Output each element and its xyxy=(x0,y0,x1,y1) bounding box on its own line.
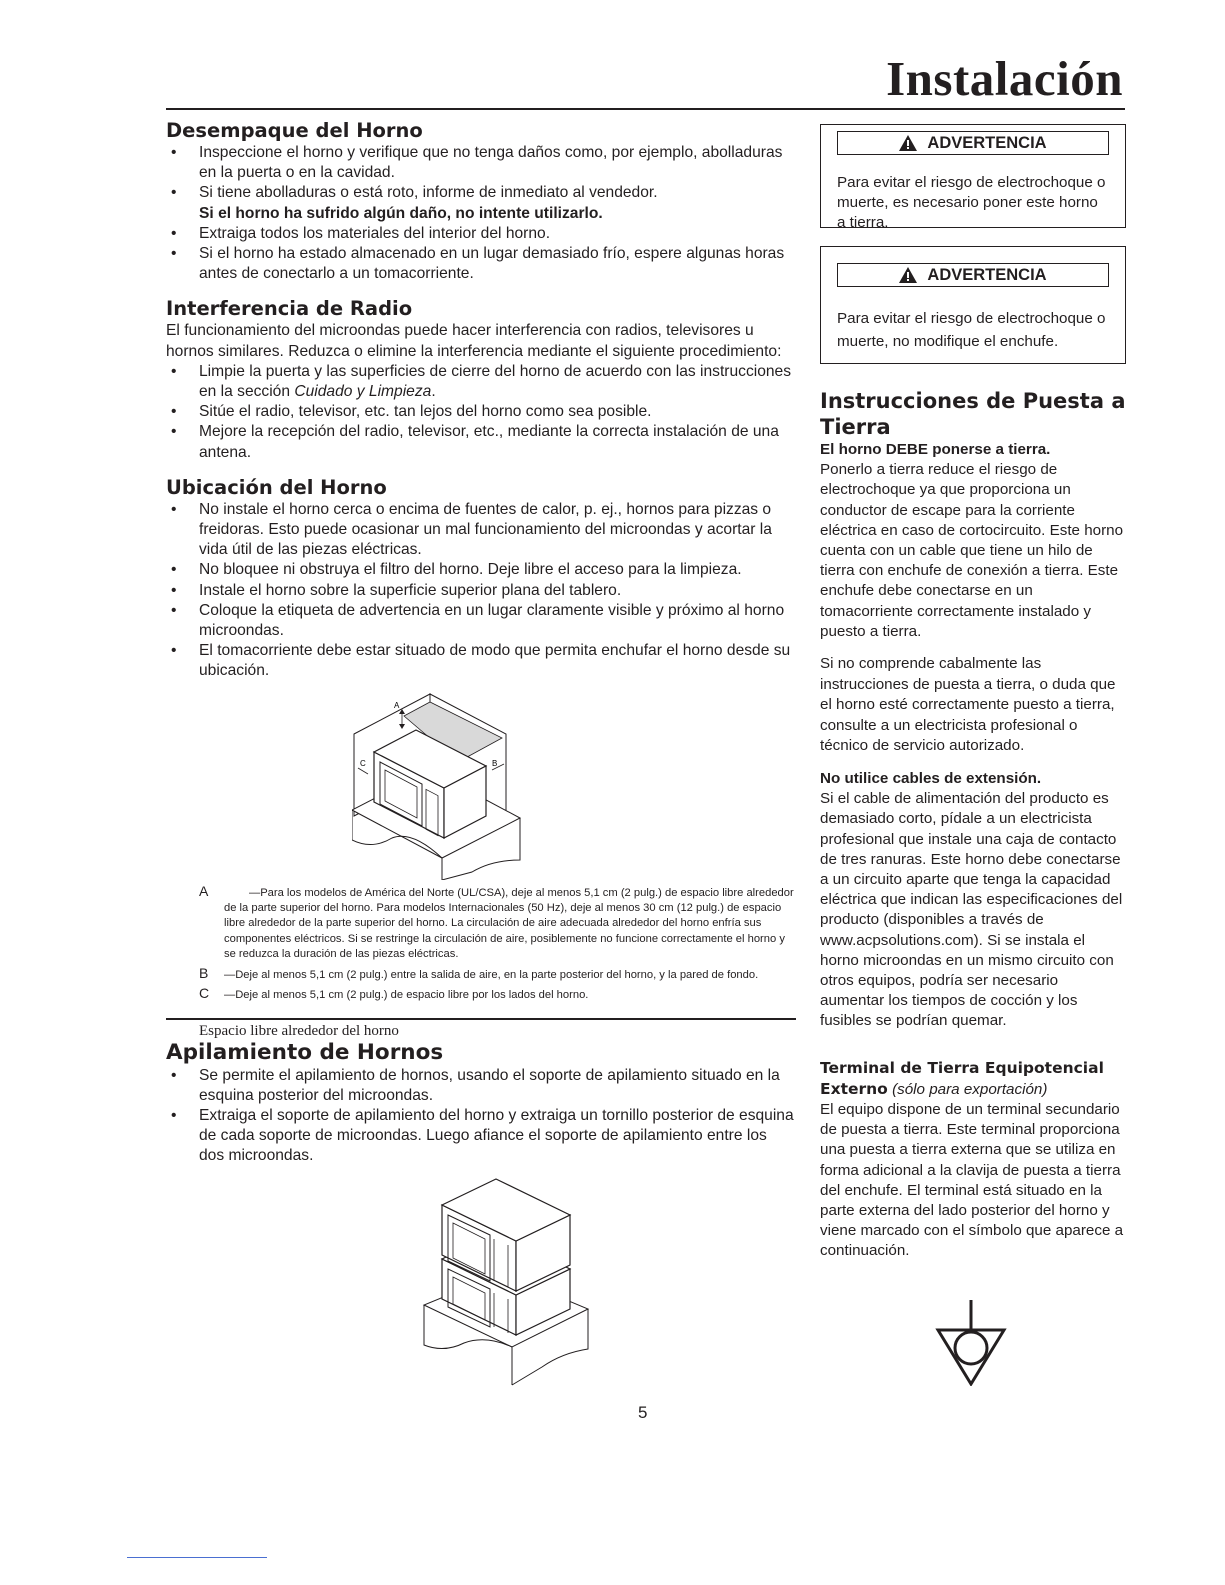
list-item: • Si el horno ha estado almacenado en un lugar demasiado frío, espere algunas horas antes de conectarlo a un tomacorriente. xyxy=(166,244,796,284)
warning-header xyxy=(837,131,1109,155)
right-column xyxy=(820,124,1126,1386)
list-item: • Se permite el apilamiento de hornos, usando el soporte de apilamiento situado en la esquina posterior del microondas. xyxy=(166,1066,796,1106)
stacking-heading: Apilamiento de Hornos xyxy=(166,1039,444,1065)
clearance-notes xyxy=(199,882,796,1004)
list-item: • Inspeccione el horno y verifique que no tenga daños como, por ejemplo, abolladuras en la puerta o en la cavidad. xyxy=(166,143,796,183)
terminal-heading: Terminal de Tierra Equipotencial Externo xyxy=(820,1058,1104,1098)
note-text: —Para los modelos de América del Norte (UL/CSA), deje al menos 5,1 cm (2 pulg.) de espacio libre alrededor de la parte superior del horno. Para modelos Internacionales (50 Hz), deje al menos 30 cm (12 pulg.) de espacio libre alrededor de la parte superior del horno. La circulación de aire adecuada alrededor del horno enfría sus componentes eléctricos. Si se restringe la circulación de aire, posiblemente no funcione correctamente el horno y se reduzca la duración de las piezas eléctricas. xyxy=(224,886,794,961)
list-item: • Extraiga todos los materiales del interior del horno. xyxy=(166,224,796,244)
grounding-bold-lead: El horno DEBE ponerse a tierra. xyxy=(820,441,1051,458)
note-c xyxy=(199,985,796,1003)
list-item: • Mejore la recepción del radio, televisor, etc., mediante la correcta instalación de una antena. xyxy=(166,422,796,462)
warning-title: ADVERTENCIA xyxy=(927,265,1047,284)
left-column xyxy=(166,118,796,1387)
note-letter: C xyxy=(199,985,210,1002)
radio-list xyxy=(166,362,796,463)
page-number: 5 xyxy=(638,1403,648,1422)
terminal-heading-note: (sólo para exportación) xyxy=(892,1080,1048,1098)
stacking-figure xyxy=(420,1177,592,1387)
list-item-text: Limpie la puerta y las superficies de cierre del horno de acuerdo con las instrucciones en la sección xyxy=(199,362,792,401)
grounding-paragraph-1: Ponerlo a tierra reduce el riesgo de electrochoque ya que proporciona un conductor de escape para la corriente eléctrica en caso de cortocircuito. Este horno cuenta con un cable que tiene un hilo de tierra con enchufe de conexión a tierra. Este enchufe debe conectarse en un tomacorriente correctamente instalado y puesto a tierra. xyxy=(820,461,1124,640)
footer-line xyxy=(127,1557,267,1558)
warning-text: Para evitar el riesgo de electrochoque o muerte, es necesario poner este horno a tierra. xyxy=(837,174,1106,232)
warning-text: Para evitar el riesgo de electrochoque o muerte, no modifique el enchufe. xyxy=(837,310,1106,350)
figure-caption: Espacio libre alrededor del horno xyxy=(199,1022,399,1039)
unpack-list xyxy=(166,143,796,284)
note-text: —Deje al menos 5,1 cm (2 pulg.) de espacio libre por los lados del horno. xyxy=(224,989,589,1002)
list-item: • No instale el horno cerca o encima de fuentes de calor, p. ej., hornos para pizzas o freidoras. Esto puede ocasionar un mal funcionamiento del microondas y acortar la vida útil de las piezas eléctricas. xyxy=(166,500,796,561)
section-reference: Cuidado y Limpieza xyxy=(294,383,432,401)
stacked-ovens-illustration xyxy=(420,1177,592,1387)
warning-triangle-icon xyxy=(899,135,917,151)
location-list xyxy=(166,500,796,682)
warning-box-ground xyxy=(820,124,1126,232)
list-item: • Extraiga el soporte de apilamiento del horno y extraiga un tornillo posterior de esquina de cada soporte de microondas. Luego afiance el soporte de apilamiento entre los dos microondas. xyxy=(166,1106,796,1167)
note-a xyxy=(199,882,796,963)
location-heading: Ubicación del Horno xyxy=(166,475,387,499)
list-item: • Instale el horno sobre la superficie superior plana del tablero. xyxy=(166,581,796,601)
note-text: —Deje al menos 5,1 cm (2 pulg.) entre la salida de aire, en la parte posterior del horno, y la pared de fondo. xyxy=(224,968,759,981)
terminal-text: El equipo dispone de un terminal secundario de puesta a tierra. Este terminal proporciona una puesta a tierra externa que se utiliza en forma adicional a la clavija de puesta a tierra del enchufe. El terminal está situado en la parte externa del lado posterior del horno y viene marcado con el símbolo que aparece a continuación. xyxy=(820,1101,1124,1260)
note-letter: B xyxy=(199,964,209,981)
page-title: Instalación xyxy=(886,51,1123,106)
caption-rule xyxy=(166,1018,796,1020)
unpack-heading: Desempaque del Horno xyxy=(166,119,423,142)
list-item: • El tomacorriente debe estar situado de modo que permita enchufar el horno desde su ubicación. xyxy=(166,641,796,681)
warning-box-plug xyxy=(820,246,1126,364)
warning-triangle-icon xyxy=(899,267,917,283)
equipotential-ground-symbol-icon xyxy=(934,1300,1008,1386)
label-a: A xyxy=(394,700,400,710)
terminal-heading-block xyxy=(820,1058,1126,1100)
title-rule xyxy=(166,108,1125,110)
damage-warning-text: Si el horno ha sufrido algún daño, no intente utilizarlo. xyxy=(199,204,603,222)
oven-clearance-illustration xyxy=(352,690,522,880)
grounding-heading: Instrucciones de Puesta a Tierra xyxy=(820,389,1126,439)
warning-title: ADVERTENCIA xyxy=(927,133,1047,152)
radio-intro: El funcionamiento del microondas puede hacer interferencia con radios, televisores u hornos similares. Reduzca o elimine la interferencia mediante el siguiente procedimiento: xyxy=(166,322,782,360)
list-item-text-end: . xyxy=(431,383,436,401)
radio-heading: Interferencia de Radio xyxy=(166,297,413,321)
list-item-text: Si tiene abolladuras o está roto, informe de inmediato al vendedor. xyxy=(199,184,658,202)
note-letter: A xyxy=(199,882,209,899)
list-item: • Sitúe el radio, televisor, etc. tan lejos del horno como sea posible. xyxy=(166,402,796,422)
ground-symbol xyxy=(934,1300,1126,1386)
list-item xyxy=(166,362,796,402)
list-item xyxy=(166,183,796,223)
clearance-figure xyxy=(352,690,522,880)
list-item: • Coloque la etiqueta de advertencia en un lugar claramente visible y próximo al horno microondas. xyxy=(166,601,796,641)
list-item: • No bloquee ni obstruya el filtro del horno. Deje libre el acceso para la limpieza. xyxy=(166,560,796,580)
stacking-list xyxy=(166,1066,796,1167)
label-c: C xyxy=(360,758,366,768)
label-b: B xyxy=(492,758,498,768)
warning-header xyxy=(837,263,1109,287)
extension-heading: No utilice cables de extensión. xyxy=(820,770,1042,787)
grounding-paragraph-3: Si el cable de alimentación del producto es demasiado corto, pídale a un electricista profesional que instale una caja de contacto de tres ranuras. Este horno debe conectarse a un circuito aparte que tenga la capacidad eléctrica que indican las especificaciones del producto (disponibles a través de www.acpsolutions.com). Si se instala el horno microondas en un mismo circuito con otros equipos, podría ser necesario aumentar los tiempos de cocción y los fusibles se podrían quemar. xyxy=(820,790,1123,1030)
grounding-paragraph-2: Si no comprende cabalmente las instrucciones de puesta a tierra, o duda que el horno esté correctamente puesto a tierra, consulte a un electricista profesional o técnico de servicio autorizado. xyxy=(820,655,1116,755)
note-b xyxy=(199,964,796,983)
